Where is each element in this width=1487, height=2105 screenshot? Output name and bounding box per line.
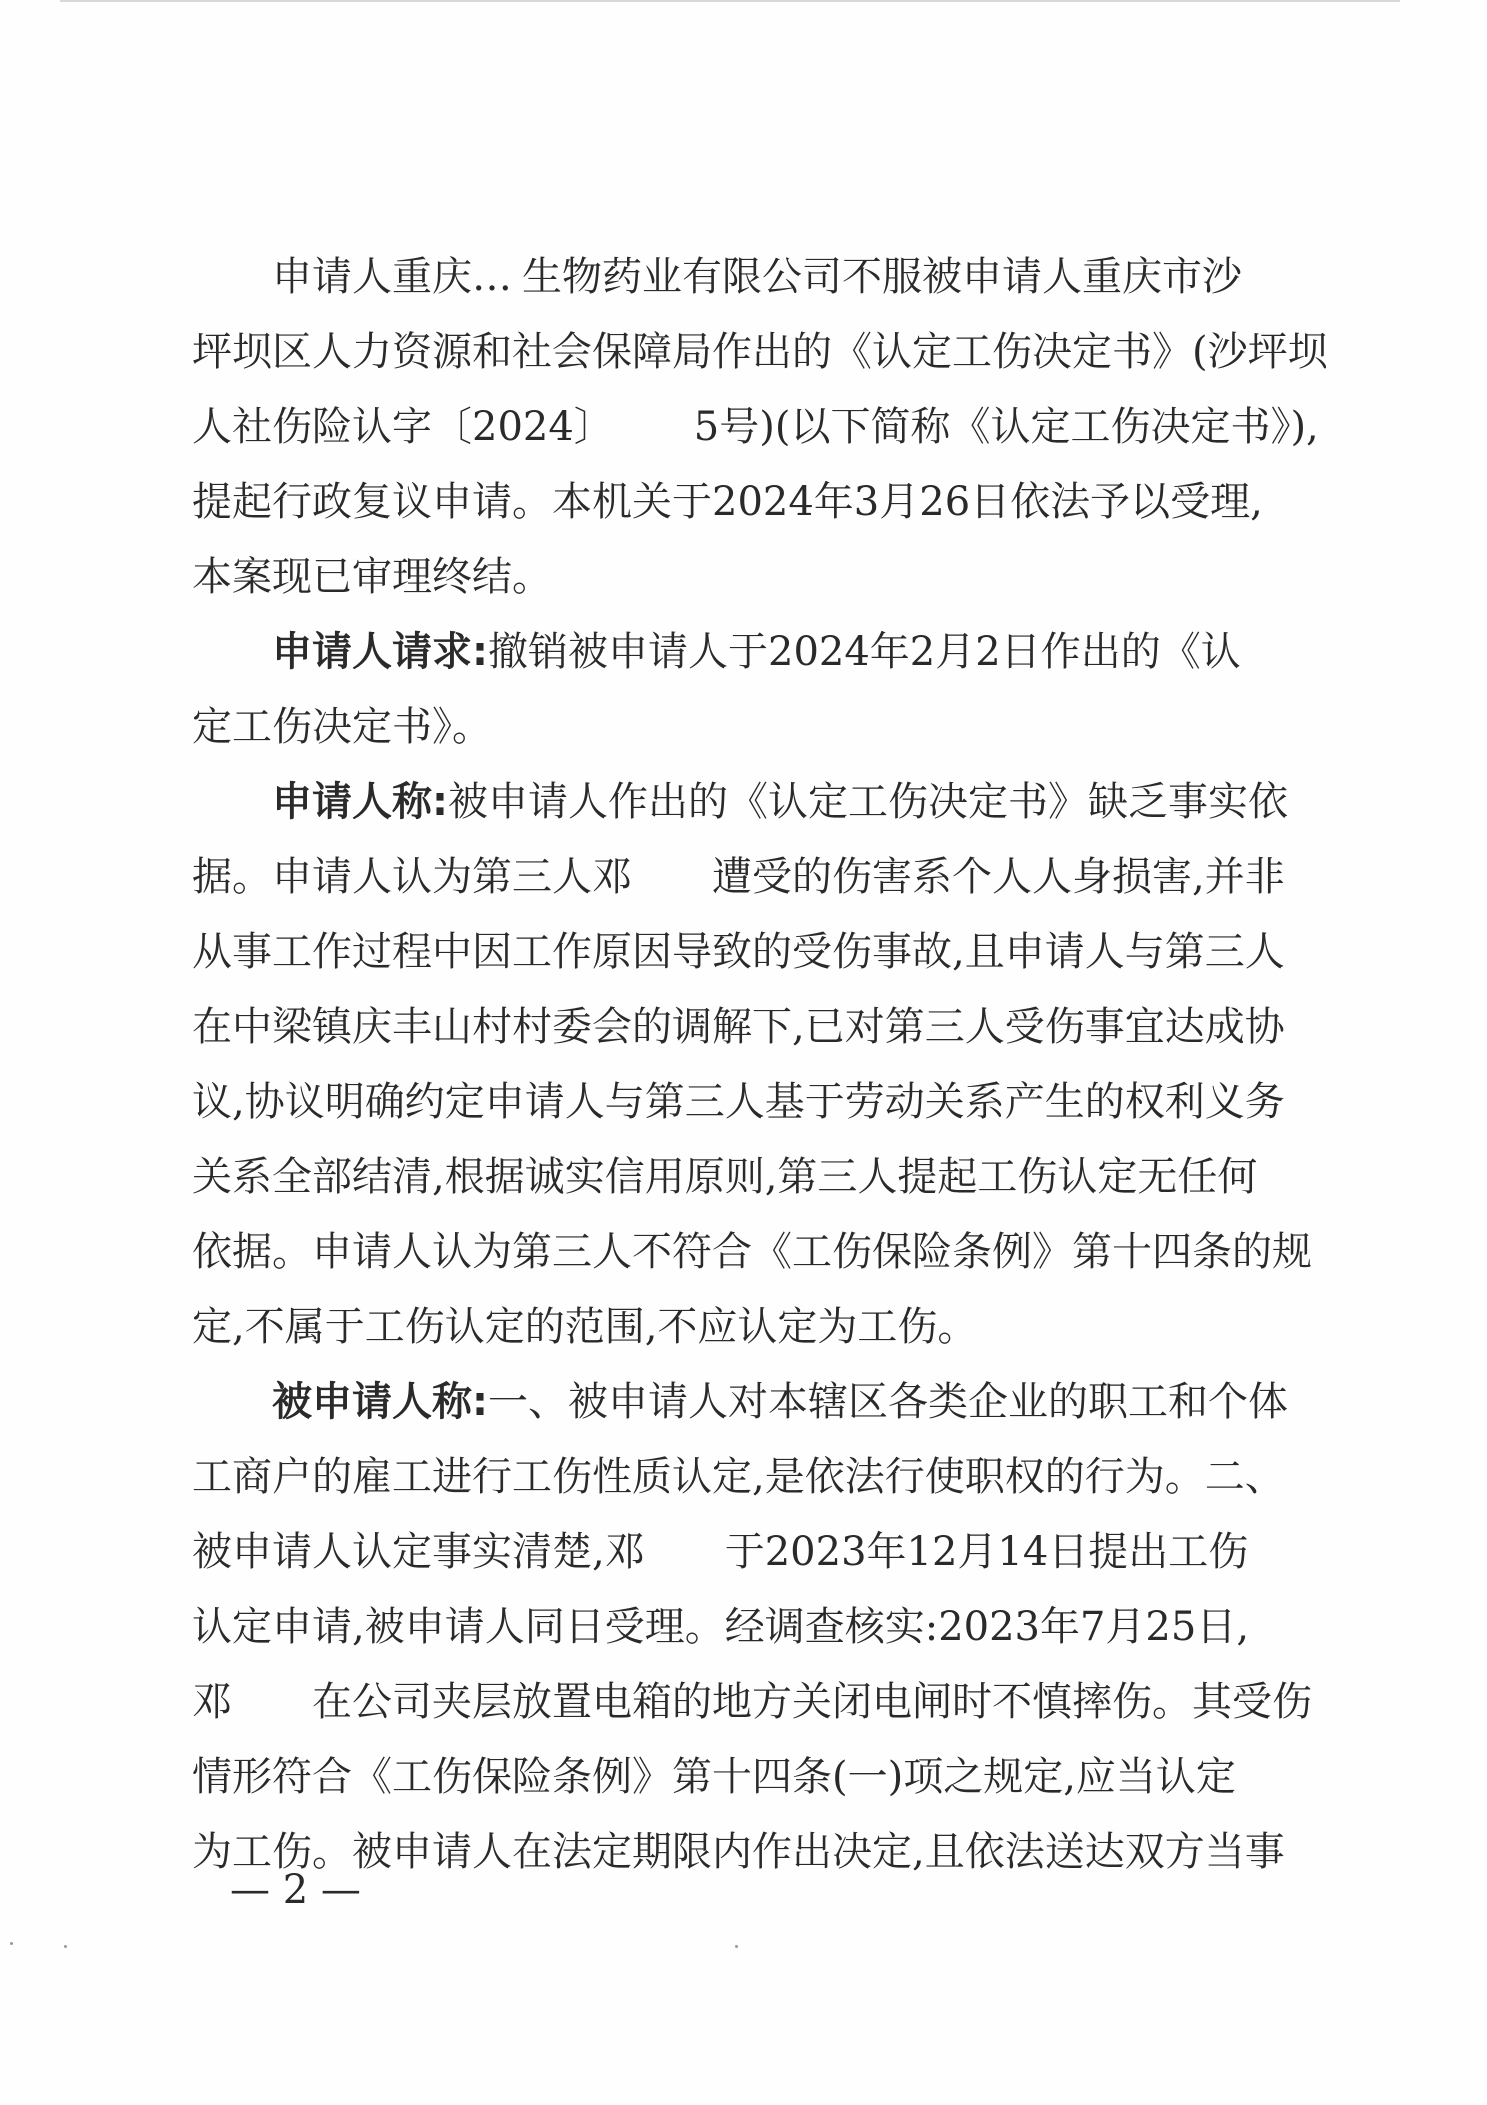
document-body xyxy=(192,240,1328,1890)
section-heading: 申请人请求: xyxy=(272,629,488,675)
text-segment: 于2023年12月14日提出工伤 xyxy=(724,1529,1249,1575)
text-segment: 申请人重庆 xyxy=(272,254,472,300)
text-line: 议,协议明确约定申请人与第三人基于劳动关系产生的权利义务 xyxy=(192,1079,1285,1125)
text-line xyxy=(192,240,1312,315)
text-segment: 被申请人作出的《认定工伤决定书》缺乏事实依 xyxy=(448,779,1288,825)
text-line: 关系全部结清,根据诚实信用原则,第三人提起工伤认定无任何 xyxy=(192,1154,1258,1200)
text-line xyxy=(192,1665,1312,1740)
text-line xyxy=(192,390,1319,465)
text-segment: 邓 xyxy=(192,1679,232,1725)
text-segment: 一、被申请人对本辖区各类企业的职工和个体 xyxy=(488,1379,1288,1425)
text-segment: 人社伤险认字〔2024〕 xyxy=(192,404,614,450)
text-segment: 在公司夹层放置电箱的地方关闭电闸时不慎摔伤。其受伤 xyxy=(312,1679,1312,1725)
text-line: 定工伤决定书》。 xyxy=(192,704,492,750)
section-heading: 被申请人称: xyxy=(272,1379,488,1425)
text-segment: 5号)(以下简称《认定工伤决定书》), xyxy=(693,404,1319,450)
text-line xyxy=(192,615,1312,690)
text-line xyxy=(192,765,1312,840)
text-line xyxy=(192,1515,1312,1590)
text-segment: 据。申请人认为第三人邓 xyxy=(192,854,632,900)
text-line: 从事工作过程中因工作原因导致的受伤事故,且申请人与第三人 xyxy=(192,929,1285,975)
text-line: 定,不属于工伤认定的范围,不应认定为工伤。 xyxy=(192,1304,978,1350)
scan-edge-line xyxy=(60,0,1400,2)
text-line: 提起行政复议申请。本机关于2024年3月26日依法予以受理, xyxy=(192,479,1263,525)
text-segment: 被申请人认定事实清楚,邓 xyxy=(192,1529,645,1575)
scan-speck xyxy=(735,1945,738,1948)
page-number: — 2 — xyxy=(230,1867,361,1913)
text-segment: 遭受的伤害系个人人身损害,并非 xyxy=(712,854,1285,900)
scan-speck xyxy=(10,1942,13,1945)
text-line xyxy=(192,840,1312,915)
redacted-mark: … xyxy=(472,254,512,300)
text-segment: 撤销被申请人于2024年2月2日作出的《认 xyxy=(488,629,1241,675)
scan-speck xyxy=(64,1945,67,1948)
text-line: 坪坝区人力资源和社会保障局作出的《认定工伤决定书》(沙坪坝 xyxy=(192,329,1328,375)
text-line: 情形符合《工伤保险条例》第十四条(一)项之规定,应当认定 xyxy=(192,1754,1236,1800)
text-segment: 生物药业有限公司不服被申请人重庆市沙 xyxy=(522,254,1242,300)
text-line: 在中梁镇庆丰山村村委会的调解下,已对第三人受伤事宜达成协 xyxy=(192,1004,1285,1050)
text-line: 依据。申请人认为第三人不符合《工伤保险条例》第十四条的规 xyxy=(192,1229,1312,1275)
text-line xyxy=(192,1365,1312,1440)
text-line: 为工伤。被申请人在法定期限内作出决定,且依法送达双方当事 xyxy=(192,1829,1285,1875)
text-line: 本案现已审理终结。 xyxy=(192,554,552,600)
text-line: 认定申请,被申请人同日受理。经调查核实:2023年7月25日, xyxy=(192,1604,1250,1650)
text-line: 工商户的雇工进行工伤性质认定,是依法行使职权的行为。二、 xyxy=(192,1454,1285,1500)
section-heading: 申请人称: xyxy=(272,779,448,825)
